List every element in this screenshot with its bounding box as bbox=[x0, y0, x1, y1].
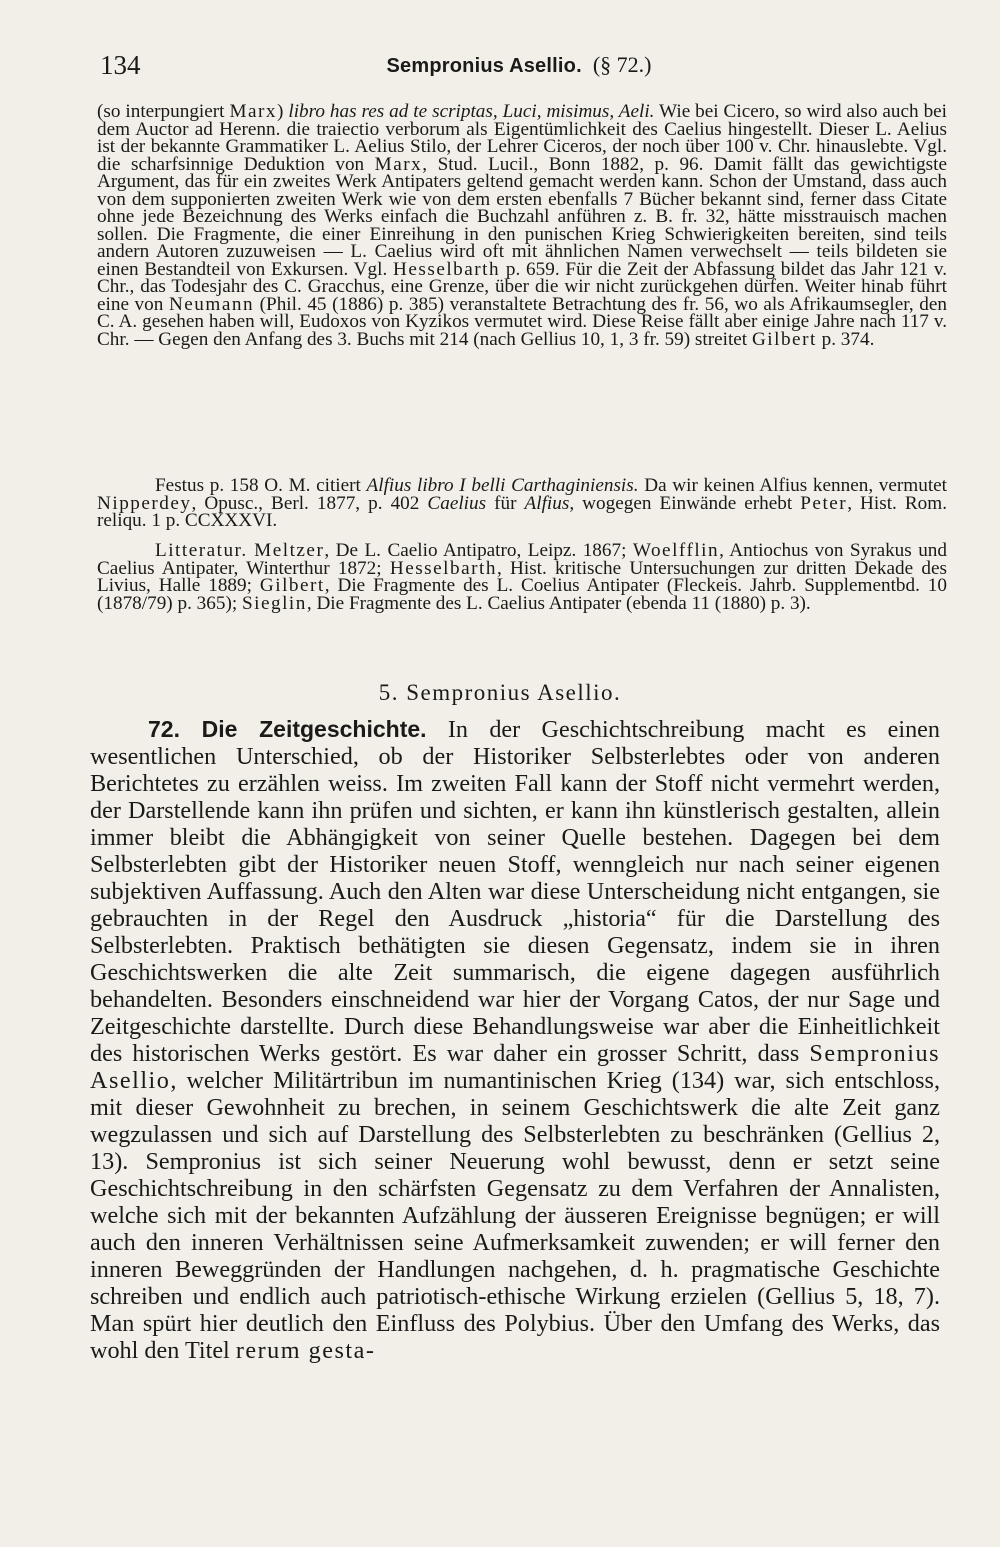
latin-quote: libro has res ad te scriptas, Luci, misimus, Aeli. bbox=[288, 101, 655, 122]
author-name: Meltzer bbox=[254, 540, 325, 561]
latin-title: Alfius libro I belli Carthaginiensis. bbox=[366, 475, 639, 496]
main-text-run: , welcher Militärtribun im numantinischen Krieg (134) war, sich entschloss, mit dieser Gewohnheit zu brechen, in seinem Geschichtswerk die alte Zeit ganz wegzulassen und sich auf Darstellung des Selbsterlebten zu beschränken (Gellius 2, 13). Sempronius ist sich seiner Neuerung wohl bewusst, denn er setzt seine Geschichtschreibung in den schärfsten Gegensatz zu dem Verfahren der Annalisten, welche sich mit der bekannten Aufzählung der äusseren Ereignisse begnügen; er will auch den inneren Verhältnissen seine Aufmerksamkeit zuwenden; er will ferner den inneren Beweggründen der Handlungen nachgehen, d. h. pragmatische Geschichte schreiben und endlich auch patriotisch-ethische Wirkung erzielen (Gellius 5, 18, 7). Man spürt hier deutlich den Einfluss des Polybius. Über den Umfang des Werks, das wohl den Titel bbox=[90, 1067, 940, 1364]
author-name: Sempronius Asellio bbox=[90, 1040, 940, 1094]
note3-text: , Antiochus von Syrakus und Caelius Antipater, Winterthur 1872; bbox=[97, 540, 947, 579]
latin-name: Caelius bbox=[427, 492, 487, 514]
running-head-title: Sempronius Asellio. bbox=[386, 55, 582, 77]
note3-text: , De L. Caelio Antipatro, Leipz. 1867; bbox=[324, 540, 633, 561]
section-heading: 5. Sempronius Asellio. bbox=[378, 680, 622, 705]
note2-text: Festus p. 158 O. M. citiert bbox=[155, 475, 367, 496]
footnote-paragraph-1 bbox=[97, 103, 947, 348]
note1-text: (Phil. 45 (1886) p. 385) veranstaltete Betrachtung des fr. 56, wo als Afrikaumsegler, den C. A. gesehen haben will, Eudoxos von Kyzikos vermutet wird. Diese Reise fällt aber einige Jahre nach 117 v. Chr. — Gegen den Anfang des 3. Buchs mit 214 (nach Gellius 10, 1, 3 fr. 59) streitet bbox=[97, 293, 947, 350]
note2-text: Da wir keinen Alfius kennen, vermutet bbox=[638, 475, 947, 496]
note2-text: , Opusc., Berl. 1877, p. 402 bbox=[191, 492, 428, 514]
note1-text: , Stud. Lucil., Bonn 1882, p. 96. Damit fällt das gewichtigste Argument, das für ein zweites Werk Antipaters geltend gemacht werden kann. Schon der Umstand, dass auch von dem supponierten zweiten Werk wie von dem ersten ebenfalls 7 Bücher bekannt sind, ferner dass Citate ohne jede Bezeichnung des Werks einfach die Buchzahl anführen z. B. fr. 32, hätte misstrauisch machen sollen. Die Fragmente, die einer Einreihung in den punischen Krieg Schwierigkeiten bereiten, sind teils andern Autoren zuzuweisen — L. Caelius wird oft mit ähnlichen Namen verwechselt — teils bildeten sie einen Bestandteil von Exkursen. Vgl. bbox=[97, 153, 947, 280]
author-name: Peter bbox=[800, 492, 848, 514]
page-header bbox=[100, 50, 938, 90]
note3-text: , Die Fragmente des L. Caelius Antipater (ebenda 11 (1880) p. 3). bbox=[306, 592, 811, 614]
author-name: Gilbert bbox=[751, 328, 817, 350]
main-text bbox=[90, 716, 940, 1364]
note2-text: , Hist. Rom. reliqu. 1 p. CCXXXVI. bbox=[97, 492, 948, 531]
running-head bbox=[100, 52, 938, 78]
note2-text: für bbox=[486, 492, 525, 514]
running-head-section: (§ 72.) bbox=[592, 52, 652, 77]
note1-text: p. 374. bbox=[816, 328, 875, 350]
latin-name: Alfius bbox=[524, 492, 570, 514]
author-name: Marx bbox=[229, 101, 278, 122]
author-name: Nipperdey bbox=[97, 492, 192, 514]
author-name: Neumann bbox=[168, 293, 255, 315]
note1-text: ) bbox=[277, 101, 289, 122]
author-name: Woelfflin bbox=[632, 540, 720, 561]
author-name: Gilbert bbox=[259, 575, 325, 596]
footnote-paragraph-2 bbox=[97, 477, 947, 530]
author-name: Marx bbox=[374, 153, 423, 175]
note1-text: p. 659. Für die Zeit der Abfassung bildet das Jahr 121 v. Chr., das Todesjahr des C. Gracchus, eine Grenze, über die wir nicht zurückgehen dürfen. Weiter hinab führt eine von bbox=[97, 258, 948, 315]
author-name: Hesselbarth bbox=[393, 258, 501, 280]
author-name: Hesselbarth bbox=[389, 557, 497, 579]
author-name: Sieglin bbox=[241, 592, 307, 614]
page-number: 134 bbox=[100, 50, 141, 80]
main-text-run: In der Geschichtschreibung macht es einen wesentlichen Unterschied, ob der Historiker Selbsterlebtes oder von anderen Berichtetes zu erzählen weiss. Im zweiten Fall kann der Stoff nicht vermehrt werden, der Darstellende kann ihn prüfen und sichten, er kann ihn künstlerisch gestalten, allein immer bleibt die Abhängigkeit von seiner Quelle bestehen. Dagegen bei dem Selbsterlebten gibt der Historiker neuen Stoff, wenngleich nur nach seiner eigenen subjektiven Auffassung. Auch den Alten war diese Unterscheidung nicht entgangen, sie gebrauchten in der Regel den Ausdruck „historia“ für die Darstellung des Selbsterlebten. Praktisch bethätigten sie diesen Gegensatz, indem sie in ihren Geschichtswerken die alte Zeit summarisch, die eigene dagegen ausführlich behandelten. Besonders einschneidend war hier der Vorgang Catos, der nur Sage und Zeitgeschichte darstellte. Durch diese Behandlungsweise war aber die Einheitlichkeit des historischen Werks gestört. Es war daher ein grosser Schritt, dass bbox=[90, 716, 940, 1067]
note3-text: , Hist. kritische Untersuchungen zur dritten Dekade des Livius, Halle 1889; bbox=[97, 557, 947, 596]
note1-text: (so interpungiert bbox=[97, 101, 230, 122]
latin-title: rerum gesta- bbox=[235, 1337, 376, 1364]
note3-text: , Die Fragmente des L. Coelius Antipater (Fleckeis. Jahrb. Supplementbd. 10 (1878/79) p. 365); bbox=[97, 575, 947, 614]
note2-text: , wogegen Einwände erhebt bbox=[569, 492, 801, 514]
literature-paragraph bbox=[97, 542, 947, 612]
note1-text: Wie bei Cicero, so wird also auch bei dem Auctor ad Herenn. die traiectio verborum als Eigentümlichkeit des Caelius hingestellt. Dieser L. Aelius ist der bekannte Grammatiker L. Aelius Stilo, der Lehrer Ciceros, der noch über 100 v. Chr. hinauslebte. Vgl. die scharfsinnige Deduktion von bbox=[97, 101, 948, 175]
paragraph-heading: 72. Die Zeitgeschichte. bbox=[148, 716, 427, 742]
literature-label: Litteratur. bbox=[155, 540, 248, 561]
